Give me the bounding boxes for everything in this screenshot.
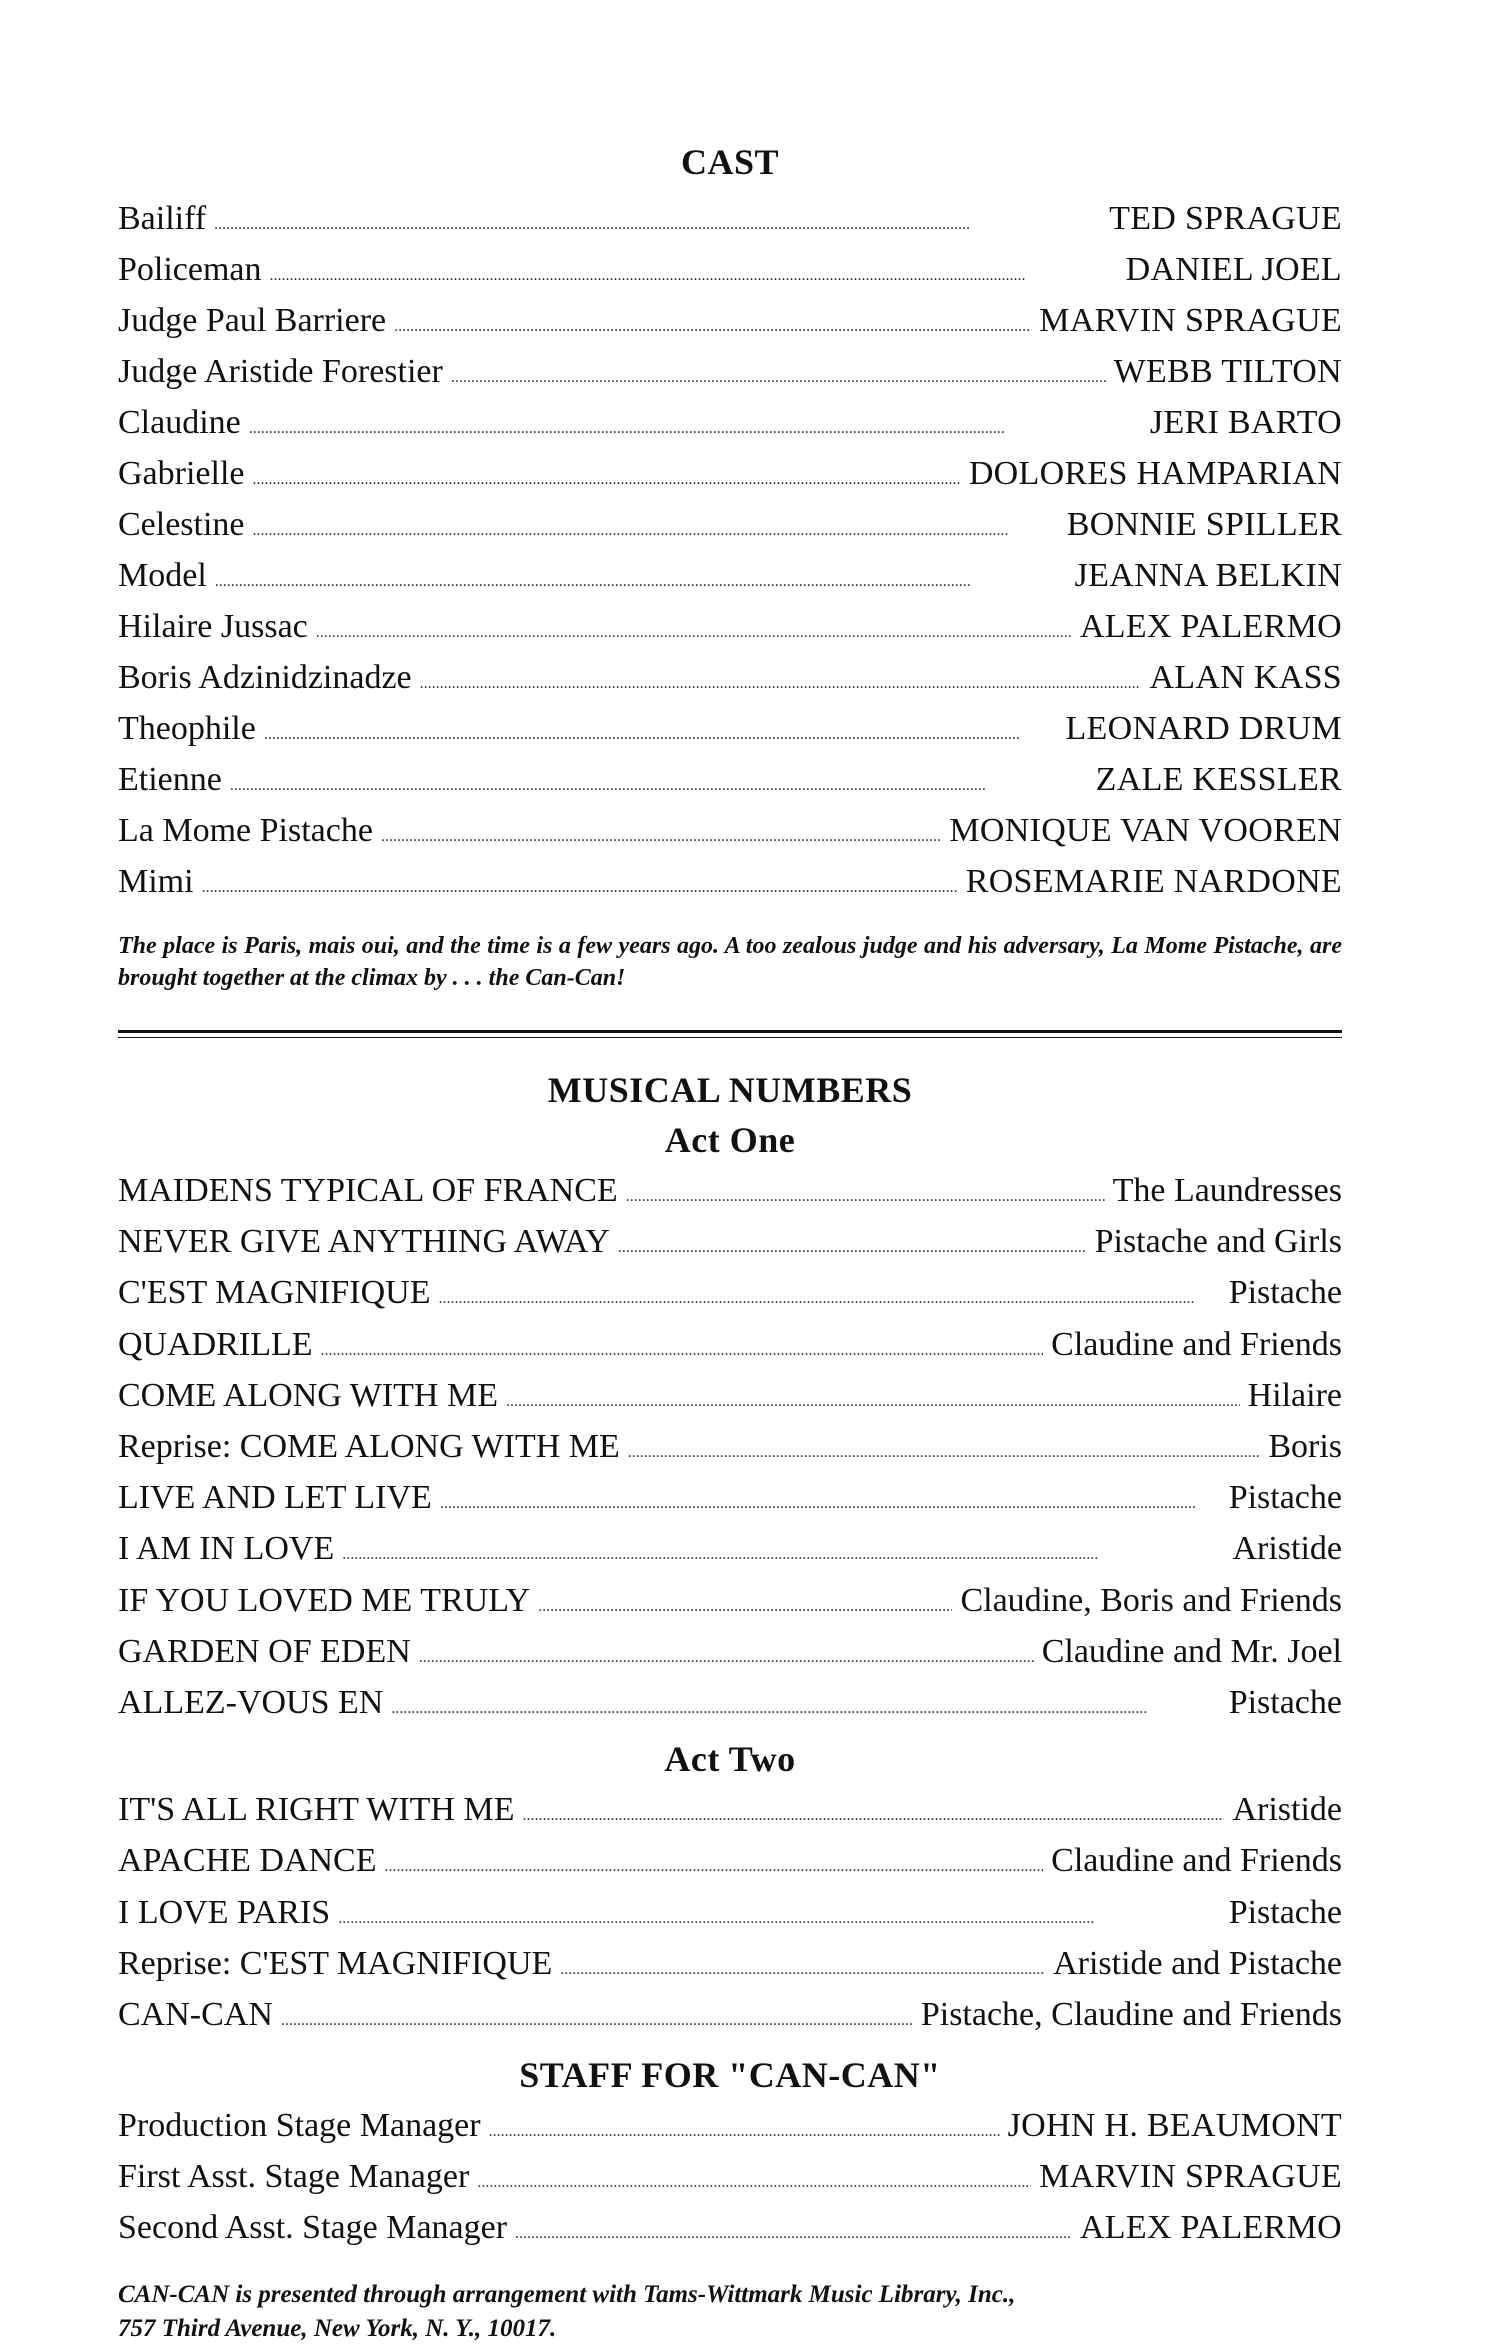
cast-role: Bailiff	[118, 200, 207, 237]
cast-actor: JERI BARTO	[1149, 404, 1342, 441]
dot-leader	[281, 1992, 913, 2043]
cast-row	[118, 757, 1342, 808]
song-title: Reprise: COME ALONG WITH ME	[118, 1428, 620, 1466]
cast-role: Etienne	[118, 761, 222, 798]
cast-actor: WEBB TILTON	[1113, 353, 1342, 390]
dot-leader	[253, 451, 961, 502]
cast-role: Judge Aristide Forestier	[118, 353, 443, 390]
dot-leader	[270, 247, 1118, 298]
staff-list	[118, 2103, 1342, 2256]
dot-leader	[215, 553, 1067, 604]
song-title: QUADRILLE	[118, 1325, 313, 1363]
cast-actor: MARVIN SPRAGUE	[1039, 302, 1342, 339]
dot-leader	[253, 502, 1059, 553]
setting-note: The place is Paris, mais oui, and the time is a few years ago. A too zealous judge and his adversary, La Mome Pistache, are brought together at the climax by . . . the Can-Can!	[118, 933, 1342, 991]
song-performer: Aristide	[1232, 1530, 1342, 1568]
cast-role: Celestine	[118, 506, 245, 543]
dot-leader	[477, 2154, 1031, 2205]
song-row	[118, 1322, 1342, 1373]
song-title: C'EST MAGNIFIQUE	[118, 1274, 431, 1312]
musical-numbers-section	[118, 1068, 1342, 2043]
song-performer: Pistache	[1228, 1274, 1342, 1312]
song-row	[118, 1475, 1342, 1526]
act-two-list	[118, 1787, 1342, 2043]
staff-name: JOHN H. BEAUMONT	[1007, 2107, 1342, 2145]
staff-row	[118, 2103, 1342, 2154]
cast-role: Claudine	[118, 404, 241, 441]
cast-role: Boris Adzinidzinadze	[118, 659, 412, 696]
cast-heading: CAST	[680, 142, 780, 182]
song-row	[118, 1941, 1342, 1992]
cast-row	[118, 808, 1342, 859]
song-title: APACHE DANCE	[118, 1842, 377, 1880]
dot-leader	[628, 1424, 1261, 1475]
dot-leader	[506, 1373, 1240, 1424]
cast-row	[118, 553, 1342, 604]
cast-actor: BONNIE SPILLER	[1066, 506, 1342, 543]
act-one-heading: Act One	[664, 1120, 796, 1160]
staff-row	[118, 2154, 1342, 2205]
dot-leader	[321, 1322, 1044, 1373]
cast-actor: ALAN KASS	[1149, 659, 1342, 696]
song-performer: Claudine, Boris and Friends	[960, 1581, 1342, 1619]
cast-role: Mimi	[118, 863, 194, 900]
cast-actor: TED SPRAGUE	[1109, 200, 1342, 237]
song-row	[118, 1890, 1342, 1941]
song-title: NEVER GIVE ANYTHING AWAY	[118, 1223, 610, 1261]
dot-leader	[560, 1941, 1045, 1992]
song-performer: Pistache, Claudine and Friends	[920, 1996, 1342, 2034]
dot-leader	[230, 757, 1088, 808]
song-title: I AM IN LOVE	[118, 1530, 335, 1568]
cast-row	[118, 196, 1342, 247]
rights-footer	[118, 2278, 1342, 2346]
cast-row	[118, 604, 1342, 655]
dot-leader	[264, 706, 1058, 757]
song-title: IT'S ALL RIGHT WITH ME	[118, 1791, 515, 1829]
staff-name: ALEX PALERMO	[1079, 2209, 1342, 2247]
dot-leader	[214, 196, 1101, 247]
dot-leader	[451, 349, 1106, 400]
staff-role: Production Stage Manager	[118, 2107, 481, 2145]
cast-role: Hilaire Jussac	[118, 608, 308, 645]
staff-role: Second Asst. Stage Manager	[118, 2209, 508, 2247]
song-performer: Claudine and Friends	[1051, 1325, 1342, 1363]
song-title: Reprise: C'EST MAGNIFIQUE	[118, 1944, 553, 1982]
cast-row	[118, 400, 1342, 451]
dot-leader	[538, 1578, 952, 1629]
dot-leader	[626, 1168, 1105, 1219]
cast-role: Gabrielle	[118, 455, 245, 492]
dot-leader	[515, 2205, 1072, 2256]
song-title: IF YOU LOVED ME TRULY	[118, 1581, 531, 1619]
dot-leader	[338, 1890, 1220, 1941]
song-row	[118, 1838, 1342, 1889]
song-performer: Boris	[1268, 1428, 1342, 1466]
song-row	[118, 1578, 1342, 1629]
cast-row	[118, 298, 1342, 349]
act-two-heading: Act Two	[664, 1739, 796, 1780]
dot-leader	[394, 298, 1031, 349]
dot-leader	[249, 400, 1142, 451]
cast-row	[118, 451, 1342, 502]
divider-thick-rule	[118, 1030, 1342, 1033]
song-performer: Pistache	[1228, 1684, 1342, 1722]
song-row	[118, 1526, 1342, 1577]
song-row	[118, 1424, 1342, 1475]
song-performer: Pistache and Girls	[1094, 1223, 1342, 1261]
song-performer: Claudine and Mr. Joel	[1041, 1632, 1342, 1670]
cast-actor: JEANNA BELKIN	[1074, 557, 1342, 594]
dot-leader	[440, 1475, 1221, 1526]
cast-role: Judge Paul Barriere	[118, 302, 387, 339]
dot-leader	[438, 1270, 1220, 1321]
footer-line-2: 757 Third Avenue, New York, N. Y., 10017.	[118, 2315, 557, 2343]
cast-actor: MONIQUE VAN VOOREN	[949, 812, 1342, 849]
cast-row	[118, 247, 1342, 298]
song-title: ALLEZ-VOUS EN	[118, 1684, 384, 1722]
divider-thin-rule	[118, 1037, 1342, 1038]
song-row	[118, 1168, 1342, 1219]
dot-leader	[489, 2103, 1000, 2154]
song-performer: Pistache	[1228, 1479, 1342, 1517]
dot-leader	[522, 1787, 1224, 1838]
song-title: I LOVE PARIS	[118, 1893, 331, 1931]
section-divider	[118, 1030, 1342, 1038]
dot-leader	[316, 604, 1072, 655]
song-title: GARDEN OF EDEN	[118, 1632, 411, 1670]
cast-actor: DOLORES HAMPARIAN	[968, 455, 1342, 492]
dot-leader	[381, 808, 941, 859]
cast-actor: ALEX PALERMO	[1079, 608, 1342, 645]
act-one-list	[118, 1168, 1342, 1731]
cast-row	[118, 349, 1342, 400]
cast-row	[118, 655, 1342, 706]
staff-section	[118, 2053, 1342, 2256]
song-performer: Claudine and Friends	[1051, 1842, 1342, 1880]
song-row	[118, 1992, 1342, 2043]
song-title: CAN-CAN	[118, 1996, 273, 2034]
song-row	[118, 1373, 1342, 1424]
cast-role: Policeman	[118, 251, 262, 288]
staff-row	[118, 2205, 1342, 2256]
cast-role: Theophile	[118, 710, 256, 747]
song-title: COME ALONG WITH ME	[118, 1376, 498, 1414]
song-title: MAIDENS TYPICAL OF FRANCE	[118, 1172, 618, 1209]
dot-leader	[419, 1629, 1034, 1680]
cast-actor: ROSEMARIE NARDONE	[965, 863, 1342, 900]
song-row	[118, 1680, 1342, 1731]
cast-actor: DANIEL JOEL	[1125, 251, 1342, 288]
song-row	[118, 1219, 1342, 1270]
cast-section	[118, 140, 1342, 994]
dot-leader	[420, 655, 1142, 706]
song-row	[118, 1787, 1342, 1838]
song-performer: The Laundresses	[1112, 1172, 1342, 1209]
cast-row	[118, 859, 1342, 910]
dot-leader	[385, 1838, 1044, 1889]
song-performer: Aristide and Pistache	[1053, 1944, 1342, 1982]
cast-row	[118, 706, 1342, 757]
song-performer: Hilaire	[1247, 1376, 1342, 1414]
staff-name: MARVIN SPRAGUE	[1039, 2158, 1342, 2196]
dot-leader	[391, 1680, 1220, 1731]
cast-list	[118, 196, 1342, 910]
song-performer: Aristide	[1232, 1791, 1342, 1829]
program-content	[118, 140, 1342, 2346]
staff-heading: STAFF FOR "CAN-CAN"	[519, 2055, 941, 2096]
dot-leader	[618, 1219, 1087, 1270]
cast-actor: LEONARD DRUM	[1065, 710, 1342, 747]
footer-line-1: CAN-CAN is presented through arrangement with Tams-Wittmark Music Library, Inc.,	[118, 2281, 1016, 2309]
cast-role: La Mome Pistache	[118, 812, 373, 849]
cast-actor: ZALE KESSLER	[1095, 761, 1342, 798]
dot-leader	[202, 859, 958, 910]
staff-role: First Asst. Stage Manager	[118, 2158, 470, 2196]
song-row	[118, 1629, 1342, 1680]
musical-numbers-heading: MUSICAL NUMBERS	[547, 1070, 913, 1110]
song-row	[118, 1270, 1342, 1321]
cast-row	[118, 502, 1342, 553]
dot-leader	[342, 1526, 1224, 1577]
cast-role: Model	[118, 557, 207, 594]
song-performer: Pistache	[1228, 1893, 1342, 1931]
song-title: LIVE AND LET LIVE	[118, 1479, 432, 1517]
